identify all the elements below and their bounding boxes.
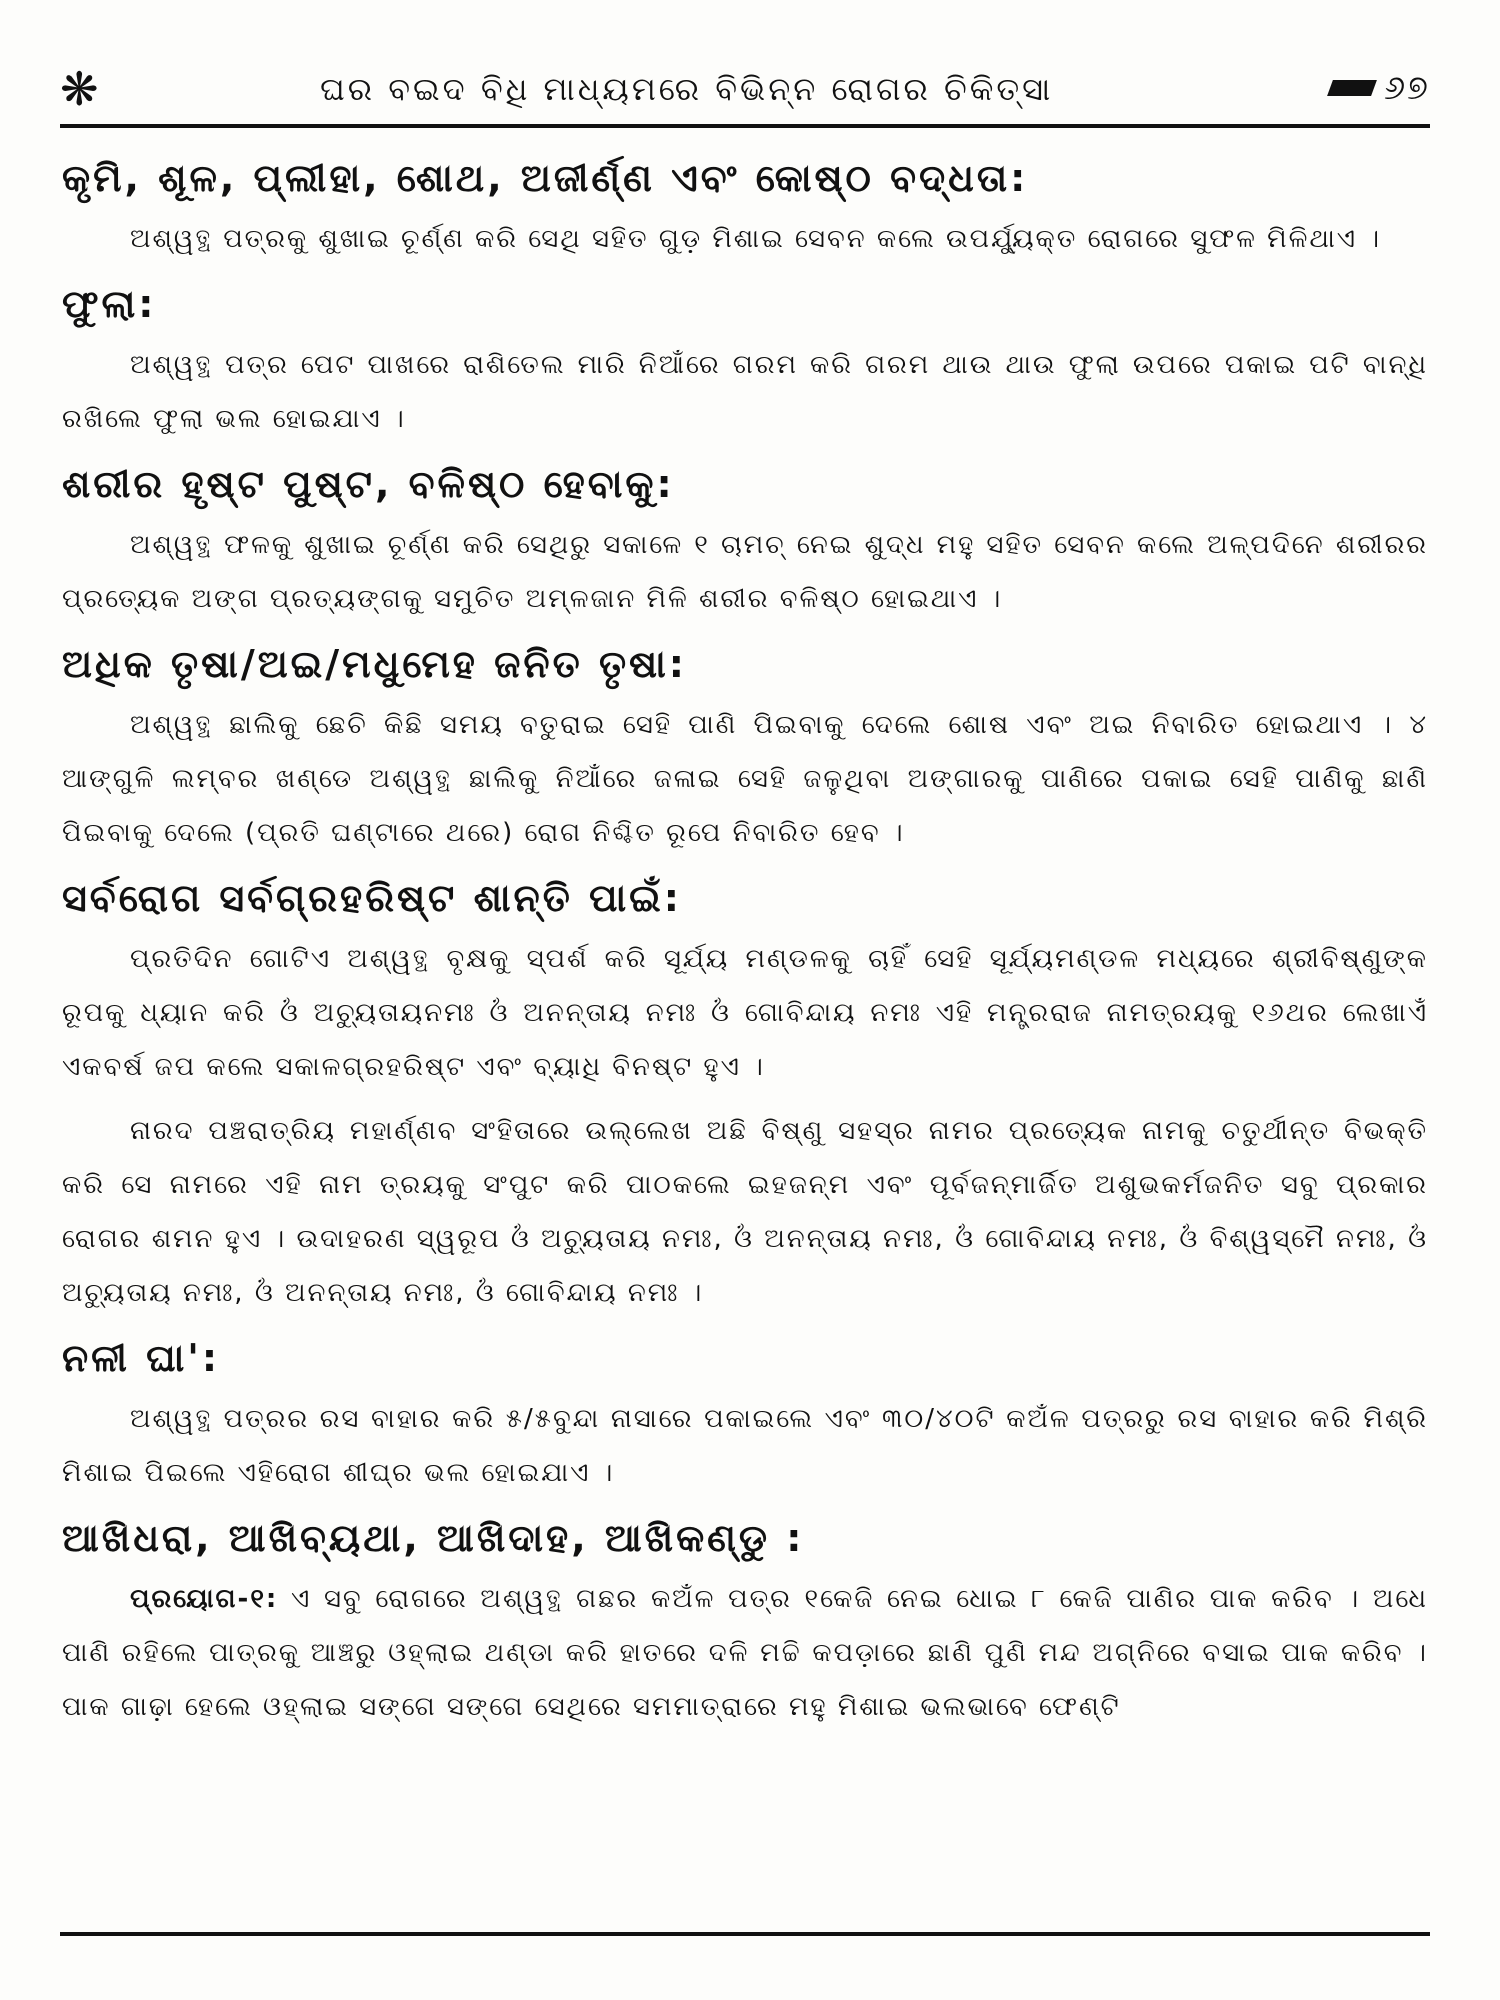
section-heading: ଶରୀର ହୃଷ୍ଟ ପୁଷ୍ଟ, ବଳିଷ୍ଠ ହେବାକୁ: [62, 462, 675, 506]
section-excess-thirst [62, 636, 1428, 860]
section-paragraph: ଅଶ୍ୱତ୍ଥ ଛାଲିକୁ ଛେଚି କିଛି ସମୟ ବତୁରାଇ ସେହି ପାଣି ପିଇବାକୁ ଦେଲେ ଶୋଷ ଏବଂ ଅଇ ନିବାରିତ ହୋଇଥାଏ । ୪ ଆଙ୍ଗୁଳି ଲମ୍ବର ଖଣ୍ଡେ ଅଶ୍ୱତ୍ଥ ଛାଲିକୁ ନିଆଁରେ ଜଳାଇ ସେହି ଜଳୁଥିବା ଅଙ୍ଗାରକୁ ପାଣିରେ ପକାଇ ସେହି ପାଣିକୁ ଛାଣି ପିଇବାକୁ ଦେଲେ (ପ୍ରତି ଘଣ୍ଟାରେ ଥରେ) ରୋଗ ନିଶ୍ଚିତ ରୂପେ ନିବାରିତ ହେବ । [62, 710, 1428, 848]
section-heading: ଫୁଲା: [62, 282, 157, 326]
page-number: ୬୭ [1383, 68, 1430, 108]
section-paragraph: ପ୍ରତିଦିନ ଗୋଟିଏ ଅଶ୍ୱତ୍ଥ ବୃକ୍ଷକୁ ସ୍ପର୍ଶ କରି ସୂର୍ଯ୍ୟ ମଣ୍ଡଳକୁ ଚାହିଁ ସେହି ସୂର୍ଯ୍ୟମଣ୍ଡଳ ମଧ୍ୟରେ ଶ୍ରୀବିଷ୍ଣୁଙ୍କ ରୂପକୁ ଧ୍ୟାନ କରି ଓଁ ଅଚ୍ୟୁତାୟନମଃ ଓଁ ଅନନ୍ତାୟ ନମଃ ଓଁ ଗୋବିନ୍ଦାୟ ନମଃ ଏହି ମନ୍ତ୍ରରାଜ ନାମତ୍ରୟକୁ ୧୬ଥର ଲେଖାଏଁ ଏକବର୍ଷ ଜପ କଲେ ସକାଳଗ୍ରହରିଷ୍ଟ ଏବଂ ବ୍ୟାଧି ବିନଷ୍ଟ ହୁଏ । [62, 944, 1428, 1082]
section-worm-colic [62, 150, 1428, 266]
running-title: ଘର ବଇଦ ବିଧି ମାଧ୍ୟମରେ ବିଭିନ୍ନ ରୋଗର ଚିକିତ୍ସା [320, 70, 1054, 108]
section-paragraph: ଅଶ୍ୱତ୍ଥ ପତ୍ର ପେଟ ପାଖରେ ରାଶିତେଲ ମାରି ନିଆଁରେ ଗରମ କରି ଗରମ ଥାଉ ଥାଉ ଫୁଲା ଉପରେ ପକାଇ ପଟି ବାନ୍ଧି ରଖିଲେ ଫୁଲା ଭଲ ହୋଇଯାଏ । [62, 350, 1428, 434]
page-header [60, 58, 1430, 128]
footer-rule [60, 1932, 1430, 1936]
section-heading: ନଳୀ ଘା': [62, 1336, 221, 1380]
section-paragraph: ଅଶ୍ୱତ୍ଥ ପତ୍ରର ରସ ବାହାର କରି ୫/୫ବୁନ୍ଦା ନାସାରେ ପକାଇଲେ ଏବଂ ୩୦/୪୦ଟି କଅଁଳ ପତ୍ରରୁ ରସ ବାହାର କରି ମିଶ୍ରି ମିଶାଇ ପିଇଲେ ଏହିରୋଗ ଶୀଘ୍ର ଭଲ ହୋଇଯାଏ । [62, 1404, 1428, 1488]
section-heading: ସର୍ବରୋଗ ସର୍ବଗ୍ରହରିଷ୍ଟ ଶାନ୍ତି ପାଇଁ: [62, 876, 682, 920]
page-number-bar-icon [1327, 80, 1377, 96]
page-content [62, 150, 1428, 1744]
section-paragraph [62, 1572, 1428, 1734]
application-lead-label: ପ୍ରୟୋଗ-୧: [130, 1584, 279, 1614]
application-text: ଏ ସବୁ ରୋଗରେ ଅଶ୍ୱତ୍ଥ ଗଛର କଅଁଳ ପତ୍ର ୧କେଜି ନେଇ ଧୋଇ ୮ କେଜି ପାଣିର ପାକ କରିବ । ଅଧେ ପାଣି ରହିଲେ ପାତ୍ରକୁ ଆଞ୍ଚରୁ ଓହ୍ଲାଇ ଥଣ୍ଡା କରି ହାତରେ ଦଳି ମଚ୍ଚି କପଡ଼ାରେ ଛାଣି ପୁଣି ମନ୍ଦ ଅଗ୍ନିରେ ବସାଇ ପାକ କରିବ । ପାକ ଗାଢ଼ା ହେଲେ ଓହ୍ଲାଇ ସଙ୍ଗେ ସଙ୍ଗେ ସେଥିରେ ସମମାତ୍ରାରେ ମହୁ ମିଶାଇ ଭଲଭାବେ ଫେଣ୍ଟି [62, 1584, 1428, 1722]
section-heading: ଅଧିକ ତୃଷା/ଅଇ/ମଧୁମେହ ଜନିତ ତୃଷା: [62, 642, 687, 686]
section-paragraph: ଅଶ୍ୱତ୍ଥ ଫଳକୁ ଶୁଖାଇ ଚୂର୍ଣ୍ଣ କରି ସେଥିରୁ ସକାଳେ ୧ ଚାମଚ୍ ନେଇ ଶୁଦ୍ଧ ମହୁ ସହିତ ସେବନ କଲେ ଅଳ୍ପଦିନେ ଶରୀରର ପ୍ରତ୍ୟେକ ଅଙ୍ଗ ପ୍ରତ୍ୟଙ୍ଗକୁ ସମୁଚିତ ଅମ୍ଳଜାନ ମିଳି ଶରୀର ବଳିଷ୍ଠ ହୋଇଥାଏ । [62, 530, 1428, 614]
header-rule [60, 124, 1430, 128]
section-body-strength [62, 456, 1428, 626]
section-fistula [62, 1330, 1428, 1500]
section-heading: କୃମି, ଶୂଳ, ପ୍ଲୀହା, ଶୋଥ, ଅଜୀର୍ଣ୍ଣ ଏବଂ କୋଷ୍ଠ ବଦ୍ଧତା: [62, 156, 1029, 200]
section-paragraph: ନାରଦ ପଞ୍ଚରାତ୍ରିୟ ମହାର୍ଣ୍ଣବ ସଂହିତାରେ ଉଲ୍ଲେଖ ଅଛି ବିଷ୍ଣୁ ସହସ୍ର ନାମର ପ୍ରତ୍ୟେକ ନାମକୁ ଚତୁର୍ଥୀନ୍ତ ବିଭକ୍ତି କରି ସେ ନାମରେ ଏହି ନାମ ତ୍ରୟକୁ ସଂପୁଟ କରି ପାଠକଲେ ଇହଜନ୍ମ ଏବଂ ପୂର୍ବଜନ୍ମାର୍ଜିତ ଅଶୁଭକର୍ମଜନିତ ସବୁ ପ୍ରକାର ରୋଗର ଶମନ ହୁଏ । ଉଦାହରଣ ସ୍ୱରୂପ ଓଁ ଅଚ୍ୟୁତାୟ ନମଃ, ଓଁ ଅନନ୍ତାୟ ନମଃ, ଓଁ ଗୋବିନ୍ଦାୟ ନମଃ, ଓଁ ବିଶ୍ୱସ୍ମୈ ନମଃ, ଓଁ ଅଚ୍ୟୁତାୟ ନମଃ, ଓଁ ଅନନ୍ତାୟ ନମଃ, ଓଁ ଗୋବିନ୍ଦାୟ ନମଃ । [62, 1116, 1428, 1308]
section-swelling [62, 276, 1428, 446]
page-number-block [1330, 68, 1430, 108]
section-eye-ailments [62, 1510, 1428, 1734]
section-heading: ଆଖିଧରା, ଆଖିବ୍ୟଥା, ଆଖିଦାହ, ଆଖିକଣ୍ଡୁ : [62, 1516, 805, 1560]
section-paragraph: ଅଶ୍ୱତ୍ଥ ପତ୍ରକୁ ଶୁଖାଇ ଚୂର୍ଣ୍ଣ କରି ସେଥି ସହିତ ଗୁଡ଼ ମିଶାଇ ସେବନ କଲେ ଉପର୍ଯ୍ୟୁକ୍ତ ରୋଗରେ ସୁଫଳ ମିଳିଥାଏ । [130, 224, 1382, 254]
section-all-disease-peace [62, 870, 1428, 1320]
flower-ornament-icon: ❋ [60, 62, 99, 116]
